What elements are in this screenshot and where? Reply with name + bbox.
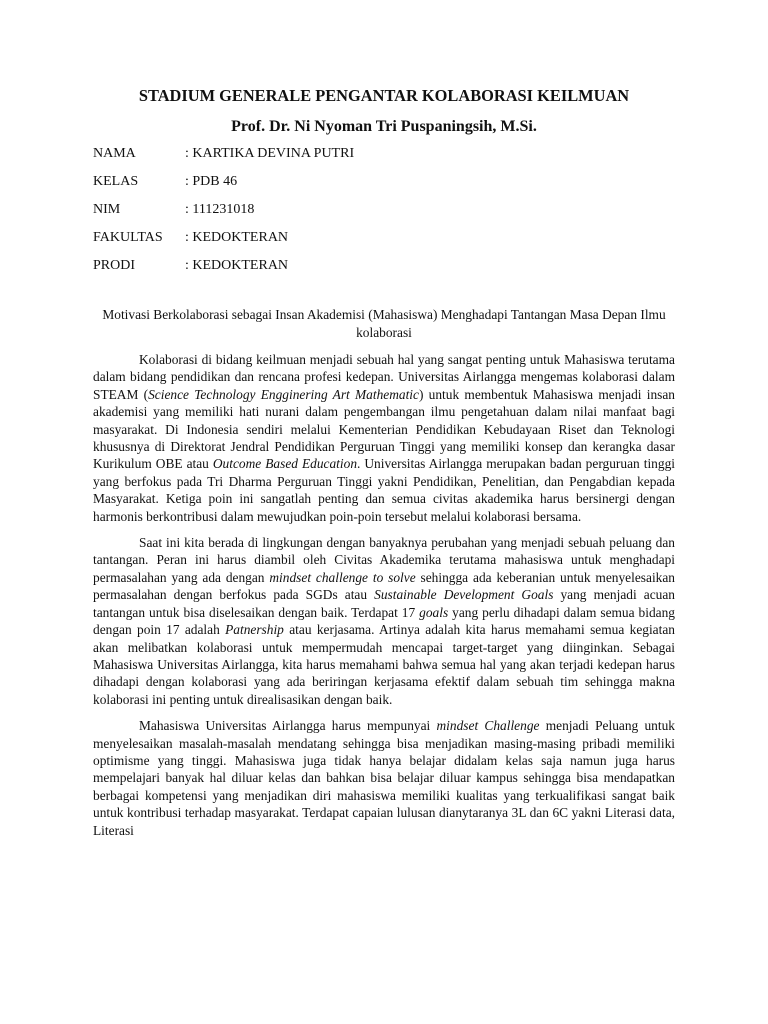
- identity-label: NAMA: [93, 146, 136, 161]
- italic-text-run: mindset challenge to solve: [269, 569, 416, 585]
- text-run: ) untuk membentuk Mahasiswa menjadi insan akademisi yang memiliki hati nurani dalam pengembangan ilmu pengetahuan dalam nilai manfaat bagi masyarakat. Di Indonesia sendiri melalui Kementerian Pendidikan Kebudayaan Riset dan Teknologi khususnya di Direktorat Jendral Pendidikan Perguruan Tinggi yang memiliki konsep dan kerangka dasar Kurikulum OBE atau: [93, 386, 675, 472]
- text-run: menjadi Peluang untuk menyelesaikan masalah-masalah mendatang sehingga bisa menjadikan masing-masing pribadi memiliki optimisme yang tinggi. Mahasiswa juga tidak hanya belajar didalam kelas saja namun juga harus mempelajari banyak hal diluar kelas dan bahkan bisa belajar diluar kampus sehingga bisa mendapatkan berbagai kompetensi yang menjadikan diri mahasiswa memiliki kualitas yang terkualifikasi sangat baik untuk kontribusi terhadap masyarakat. Terdapat capaian lulusan dianytaranya 3L dan 6C yakni Literasi data, Literasi: [93, 718, 675, 838]
- identity-row-fakultas: [93, 228, 675, 256]
- identity-row-nim: [93, 200, 675, 228]
- lecturer-name: Prof. Dr. Ni Nyoman Tri Puspaningsih, M.Si.: [231, 118, 537, 135]
- identity-label: KELAS: [93, 174, 139, 189]
- italic-text-run: Sustainable Development Goals: [374, 587, 554, 603]
- text-run: Saat ini kita berada di lingkungan dengan banyaknya perubahan yang menjadi sebuah peluang dan tantangan. Peran ini harus diambil oleh Civitas Akademika terutama mahasiswa untuk menghadapi permasalahan yang ada dengan: [93, 535, 675, 585]
- text-run: yang perlu dihadapi dalam semua bidang dengan poin 17 adalah: [93, 604, 675, 638]
- italic-text-run: Science Technology Engginering Art Mathematic: [148, 386, 419, 402]
- identity-value: : 111231018: [185, 202, 255, 217]
- text-run: Kolaborasi di bidang keilmuan menjadi sebuah hal yang sangat penting untuk Mahasiswa terutama dalam bidang pendidikan dan rencana profesi kedepan. Universitas Airlangga mengemas kolaborasi dalam STEAM (: [93, 352, 675, 402]
- text-run: sehingga ada keberanian untuk menyelesaikan permasalahan dengan berfokus pada SGDs atau: [93, 569, 676, 603]
- document-title: STADIUM GENERALE PENGANTAR KOLABORASI KEILMUAN: [138, 86, 630, 105]
- text-run: yang menjadi acuan tantangan untuk bisa diselesaikan dengan baik. Terdapat 17: [93, 587, 675, 620]
- paragraph: [93, 351, 675, 525]
- identity-value: : KARTIKA DEVINA PUTRI: [185, 146, 355, 161]
- identity-row-nama: [93, 144, 675, 172]
- identity-row-kelas: [93, 172, 675, 200]
- paragraph: [93, 717, 675, 839]
- identity-row-prodi: [93, 256, 675, 284]
- italic-text-run: mindset Challenge: [436, 718, 540, 734]
- text-run: atau kerjasama. Artinya adalah kita harus memahami semua kegiatan akan melibatkan kolaborasi untuk mempermudah mencapai target-target yang diinginkan. Sebagai Mahasiswa Universitas Airlangga, kita harus memahami bahwa semua hal yang akan terjadi kedepan harus dihadapi dengan kolaborasi yang ada beriringan kerjasama efektif dalam sebuah tim sehingga makna kolaborasi ini penting untuk direalisasikan dengan baik.: [93, 622, 675, 707]
- identity-value: : KEDOKTERAN: [185, 230, 289, 245]
- identity-label: FAKULTAS: [93, 230, 163, 245]
- document-page: [93, 84, 675, 848]
- italic-text-run: goals: [419, 604, 449, 620]
- text-run: . Universitas Airlangga merupakan badan perguruan tinggi yang berfokus pada Tri Dharma Perguruan Tinggi yakni Pendidikan, Penelitian, dan Pengabdian kepada Masyarakat. Ketiga poin ini sangatlah penting dan semua civitas akademika harus bersinergi dengan harmonis berkontribusi dalam mewujudkan poin-poin tersebut melalui kolaborasi bersama.: [93, 456, 675, 524]
- paragraph: [93, 534, 675, 708]
- italic-text-run: Patnership: [225, 622, 284, 638]
- italic-text-run: Outcome Based Education: [212, 456, 358, 472]
- identity-value: : PDB 46: [185, 174, 238, 189]
- identity-value: : KEDOKTERAN: [185, 258, 289, 273]
- essay-body: [93, 351, 675, 839]
- identity-label: NIM: [93, 202, 121, 217]
- text-run: Mahasiswa Universitas Airlangga harus mempunyai: [139, 718, 437, 734]
- student-identity: [93, 144, 675, 284]
- essay-subject: Motivasi Berkolaborasi sebagai Insan Akademisi (Mahasiswa) Menghadapi Tantangan Masa Depan Ilmu kolaborasi: [102, 307, 666, 340]
- identity-label: PRODI: [93, 258, 136, 273]
